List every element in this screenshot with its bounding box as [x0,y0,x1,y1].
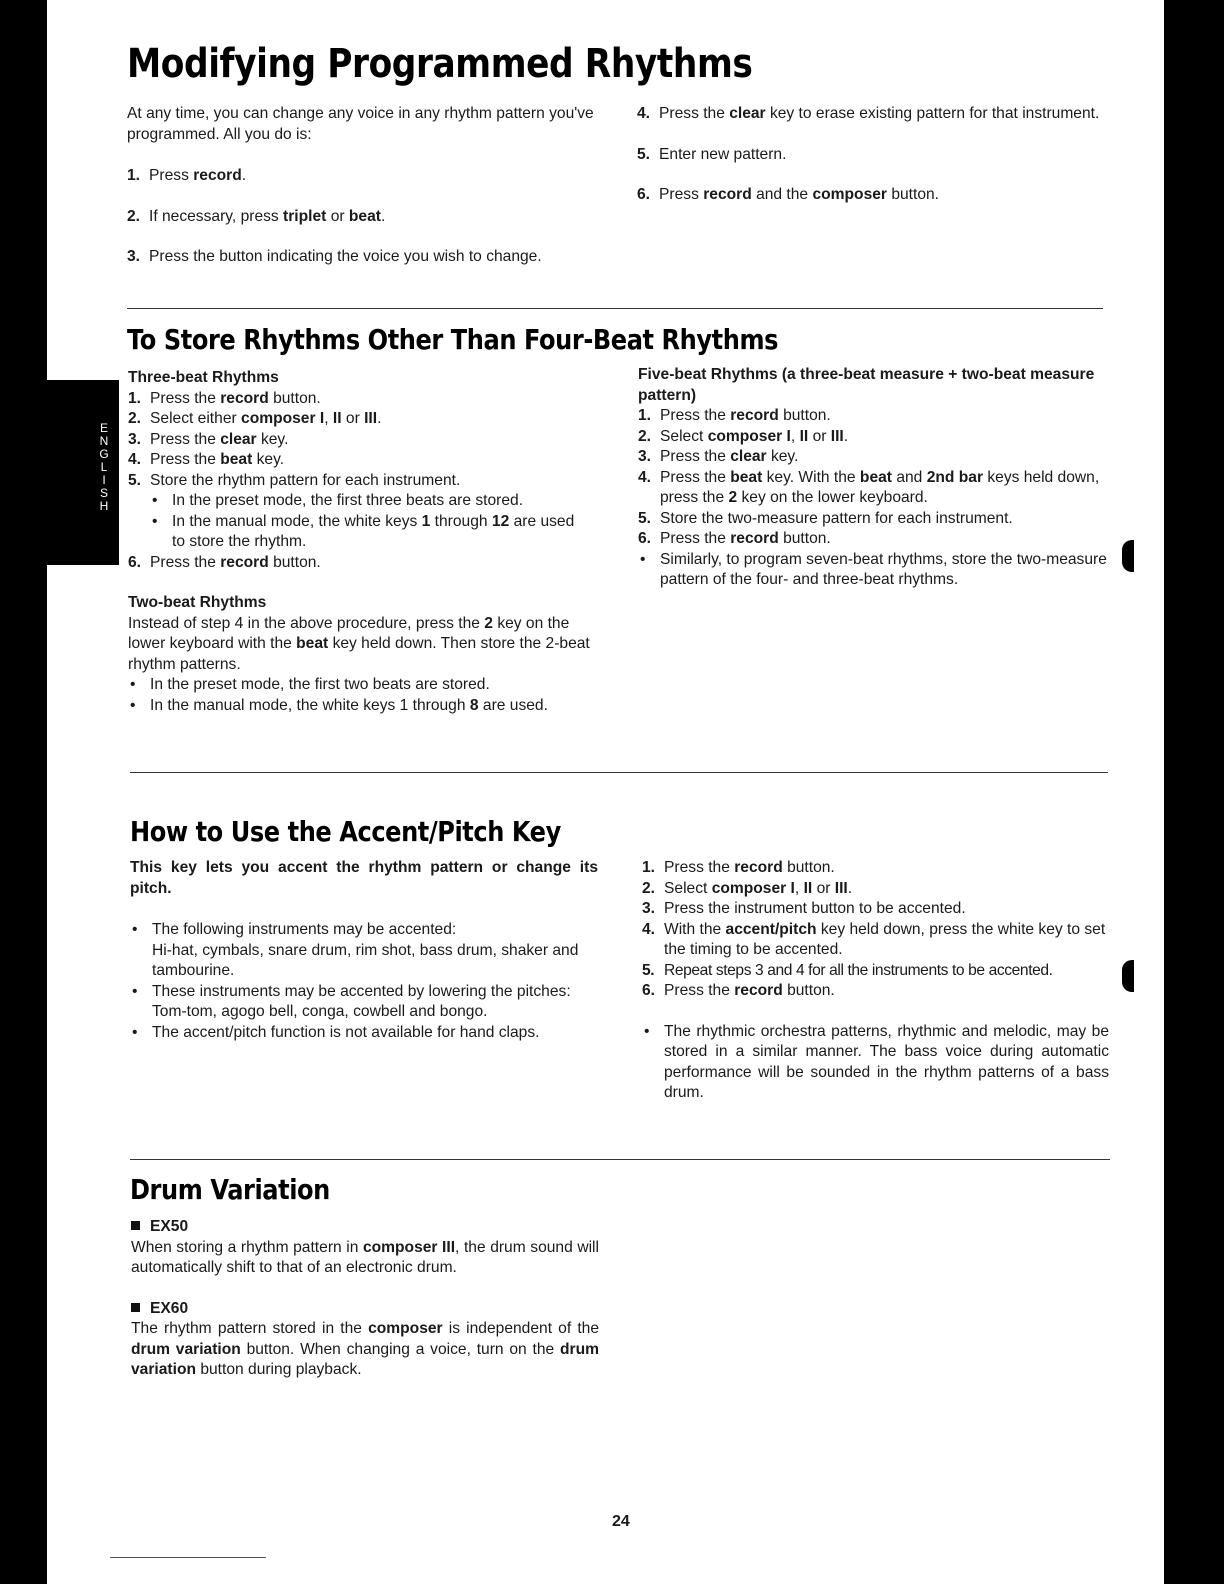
three-beat-step-5: 5. Store the rhythm pattern for each instrument. [128,471,461,489]
footer-line [110,1557,266,1558]
three-beat-bullet-2: • In the manual mode, the white keys 1 through 12 are used to store the rhythm. [152,512,575,550]
accent-step-1: 1. Press the record button. [642,859,835,876]
three-beat-bullet-1: • In the preset mode, the first three beats are stored. [152,492,524,509]
three-beat-step-3: 3. Press the clear key. [128,430,289,448]
modifying-step-5: 5. Enter new pattern. [637,145,787,163]
store-left-column [128,368,590,716]
page-border-left [0,0,47,1584]
modifying-step-4: 4. Press the clear key to erase existing pattern for that instrument. [637,105,1100,122]
accent-step-5: 5. Repeat steps 3 and 4 for all the instruments to be accented. [642,961,1053,979]
five-beat-step-3: 3. Press the clear key. [638,448,799,465]
modifying-step-1: 1. Press record. [127,167,247,184]
section-divider [130,1159,1110,1160]
square-bullet-icon [131,1221,140,1230]
accent-lead: This key lets you accent the rhythm pattern or change its pitch. [130,859,598,897]
language-tab-letters: E N G L I S H [99,421,109,513]
accent-right-column [642,858,1109,1104]
modifying-right-column [637,104,1103,206]
ex60-paragraph: The rhythm pattern stored in the composer is independent of the drum variation button. When changing a voice, turn on the drum variation button during playback. [131,1320,599,1378]
accent-bullet-2-detail: Tom-tom, agogo bell, conga, cowbell and bongo. [152,1003,488,1020]
five-beat-bullet-1: • Similarly, to program seven-beat rhythms, store the two-measure pattern of the four- and three-beat rhythms. [640,550,1107,588]
two-beat-bullet-1: • In the preset mode, the first two beats are stored. [130,676,490,693]
five-beat-step-1: 1. Press the record button. [638,407,831,424]
binding-mark [1122,540,1134,572]
section-divider [127,308,1103,309]
three-beat-step-2: 2. Select either composer I, II or III. [128,410,382,427]
ex50-heading: EX50 [131,1217,599,1238]
accent-bullet-1: • The following instruments may be accented: [132,921,457,938]
accent-bullet-1-detail: Hi-hat, cymbals, snare drum, rim shot, bass drum, shaker and tambourine. [152,941,579,979]
section-divider [130,772,1108,773]
accent-step-3: 3. Press the instrument button to be accented. [642,900,966,917]
five-beat-step-6: 6. Press the record button. [638,530,831,547]
two-beat-heading: Two-beat Rhythms [128,594,267,611]
modifying-left-column [127,104,602,268]
modifying-step-6: 6. Press record and the composer button. [637,186,940,203]
page-border-right [1164,0,1224,1584]
accent-step-4: 4. With the accent/pitch key held down, press the white key to set the timing to be accented. [642,920,1106,958]
modifying-step-3: 3. Press the button indicating the voice you wish to change. [127,248,542,265]
store-right-column [638,365,1108,591]
three-beat-step-4: 4. Press the beat key. [128,451,285,468]
section-title-accent: How to Use the Accent/Pitch Key [130,815,561,848]
accent-step-2: 2. Select composer I, II or III. [642,879,853,897]
language-tab [47,380,119,565]
accent-bullet-4: • The rhythmic orchestra patterns, rhythmic and melodic, may be stored in a similar manner. The bass voice during automatic performance will be sounded in the rhythm patterns of a bass drum. [644,1022,1109,1101]
ex50-paragraph: When storing a rhythm pattern in composer III, the drum sound will automatically shift to that of an electronic drum. [131,1238,599,1276]
three-beat-step-6: 6. Press the record button. [128,553,321,571]
binding-mark [1122,960,1134,992]
two-beat-paragraph: Instead of step 4 in the above procedure, press the 2 key on the lower keyboard with the beat key held down. Then store the 2-beat rhythm patterns. [128,614,590,673]
page-number: 24 [612,1513,630,1530]
two-beat-bullet-2: • In the manual mode, the white keys 1 through 8 are used. [130,696,548,714]
section-title-modifying: Modifying Programmed Rhythms [127,41,753,87]
accent-step-6: 6. Press the record button. [642,982,835,999]
section-title-store: To Store Rhythms Other Than Four-Beat Rhythms [127,323,779,356]
section-title-drum: Drum Variation [130,1173,330,1206]
square-bullet-icon [131,1303,140,1312]
five-beat-step-5: 5. Store the two-measure pattern for each instrument. [638,509,1013,527]
drum-column [131,1217,599,1381]
accent-bullet-2: • These instruments may be accented by lowering the pitches: [132,982,571,1000]
three-beat-heading: Three-beat Rhythms [128,369,279,386]
modifying-intro: At any time, you can change any voice in any rhythm pattern you've programmed. All you do is: [127,105,594,143]
five-beat-step-4: 4. Press the beat key. With the beat and 2nd bar keys held down, press the 2 key on the lower keyboard. [638,468,1100,506]
three-beat-step-1: 1. Press the record button. [128,389,321,407]
five-beat-heading: Five-beat Rhythms (a three-beat measure + two-beat measure pattern) [638,366,1095,404]
five-beat-step-2: 2. Select composer I, II or III. [638,427,849,445]
accent-left-column [130,858,598,1043]
ex60-heading: EX60 [131,1299,599,1320]
modifying-step-2: 2. If necessary, press triplet or beat. [127,207,386,225]
accent-bullet-3: • The accent/pitch function is not available for hand claps. [132,1023,540,1041]
